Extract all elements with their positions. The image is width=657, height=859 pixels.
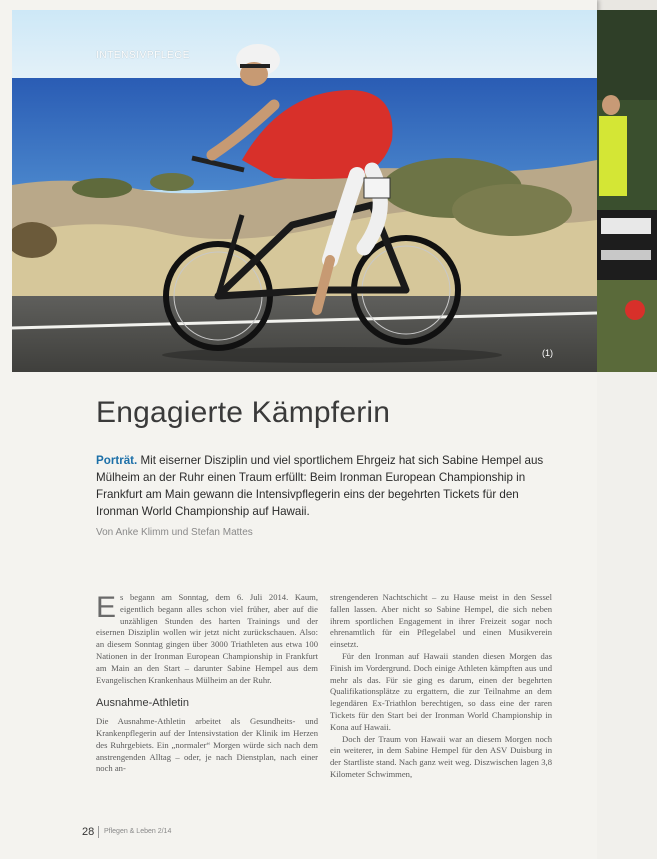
body-paragraph: Doch der Traum von Hawaii war an diesem Morgen noch ein weiterer, in dem Sabine Hempel für den ASV Duisburg in der Startliste stand. Nach ganz weit weg. Diszwischen lagen 3,8 Kilometer Schwimmen, [330,733,552,779]
page-number: 28 [82,826,95,838]
hero-photo [12,10,597,372]
article-lead [96,452,546,520]
intro-paragraph [96,592,318,686]
adjacent-page [597,372,657,859]
drop-cap: E [96,591,117,624]
body-paragraph: strengenderen Nachtschicht – zu Hause meist in den Sessel fallen lassen. Aber nicht so Sabine Hempel, die sich neben ihrem sportlichen Engagement in ihrer Freizeit sogar noch ehrenamtlich für ein Pflegelabel und einen Musikverein einsetzt. [330,592,552,650]
adjacent-page-photo [597,10,657,372]
footer-divider [98,826,99,838]
intro-text: s begann am Sonntag, dem 6. Juli 2014. Kaum, eigentlich begann alles schon viel früher, aber auf die unzähligen Stunden des harten Trainings und der eisernen Disziplin wollen wir jetzt nicht zurückschauen. Also: an diesem Sonntag gingen über 3000 Triathleten aus etwa 100 Nationen in der Ironman European Championship in Frankfurt am Main an den Start – darunter Sabine Hempel aus dem Evangelischen Krankenhaus Mülheim an der Ruhr. [96,592,318,685]
body-paragraph: Die Ausnahme-Athletin arbeitet als Gesundheits- und Krankenpflegerin auf der Intensivstation der Klinik im Herzen des Ruhrgebiets. Ein „normaler“ Morgen würde sich nach dem anstrengenden Alltag – oder, je nach Dienstplan, nach einer noch an- [96,716,318,774]
article-headline: Engagierte Kämpferin [96,396,391,429]
article-column-left [96,592,318,775]
article-column-right [330,592,552,781]
byline: Von Anke Klimm und Stefan Mattes [96,527,253,538]
section-label: INTENSIVPFLEGE [96,50,190,61]
publication-source: Pflegen & Leben 2/14 [104,828,172,835]
body-paragraph: Für den Ironman auf Hawaii standen diesen Morgen das Finish im Vordergrund. Doch einige Athleten kämpften aus und mehr als das. Für sie ging es darum, einen der begehrten Qualifikationsplätze zu ergattern, die zur Teilnahme an dem legendären Ex-Triathlon berechtigen, so dass eine der raren Tickets für den Start bei der Ironman World Championship in Kona auf Hawaii. [330,650,552,732]
spectator-photo [597,10,657,372]
section-subhead: Ausnahme-Athletin [96,697,189,710]
cyclist-photo [12,10,597,372]
lead-text: Mit eiserner Disziplin und viel sportlichem Ehrgeiz hat sich Sabine Hempel aus Mülheim an der Ruhr einen Traum erfüllt: Beim Ironman European Championship in Frankfurt am Main gewann die Intensivpflegerin eins der begehrten Tickets für den Ironman World Championship auf Hawaii. [96,454,544,518]
photo-credit: (1) [542,348,553,358]
lead-kicker: Porträt. [96,454,138,467]
